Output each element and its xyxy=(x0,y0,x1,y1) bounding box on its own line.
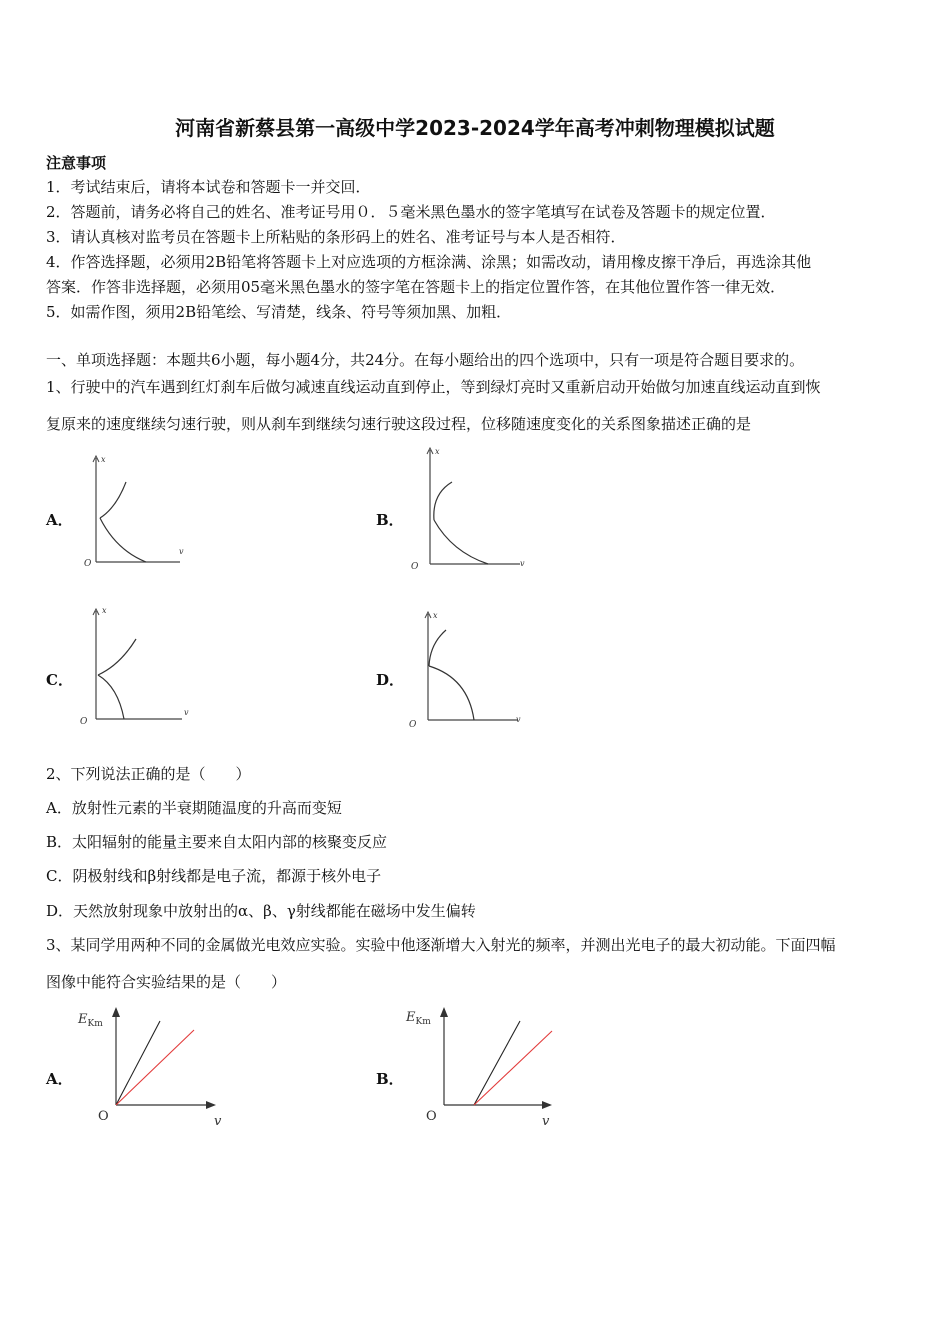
origin-label: O xyxy=(84,559,92,569)
y-axis-label: x xyxy=(433,611,438,620)
page-title: 河南省新蔡县第一高级中学2023-2024学年高考冲刺物理模拟试题 xyxy=(175,116,775,140)
y-axis-label: x xyxy=(102,606,107,615)
line-metal2 xyxy=(116,1030,194,1105)
notice-item: 2．答题前，请务必将自己的姓名、准考证号用０．５毫米黑色墨水的签字笔填写在试卷及答题卡的规定位置． xyxy=(46,203,776,221)
y-axis-label: x xyxy=(435,447,440,456)
q1-graph-c xyxy=(78,603,198,728)
line-metal1 xyxy=(474,1021,520,1105)
origin-label: O xyxy=(411,562,419,572)
q2-stem: 2、下列说法正确的是（ ） xyxy=(46,765,251,783)
line-metal1 xyxy=(116,1021,160,1105)
q3-graph-a xyxy=(76,1005,236,1135)
notice-item: 4．作答选择题，必须用2B铅笔将答题卡上对应选项的方框涂满、涂黑；如需改动，请用橡皮擦干净后，再选涂其他 xyxy=(46,253,812,271)
q3-option-a-label: A． xyxy=(46,1070,73,1088)
curve-accelerating xyxy=(100,482,126,518)
origin-label: O xyxy=(409,720,417,730)
section-heading: 一、单项选择题：本题共6小题，每小题4分，共24分。在每小题给出的四个选项中，只有一项是符合题目要求的。 xyxy=(46,351,805,369)
q1-option-d-label: D． xyxy=(376,671,405,689)
x-axis-label: v xyxy=(542,1114,550,1129)
q1-option-b-label: B． xyxy=(376,511,404,529)
curve-braking xyxy=(98,675,124,719)
q1-graph-b xyxy=(408,444,533,574)
y-axis-arrow-icon xyxy=(112,1007,120,1017)
curve-braking xyxy=(100,518,146,562)
q1-option-a-label: A． xyxy=(46,511,73,529)
y-axis-label: $E_{Km}$ xyxy=(78,1012,103,1029)
x-axis-label: v xyxy=(214,1114,222,1129)
q2-option-a: A．放射性元素的半衰期随温度的升高而变短 xyxy=(46,799,342,817)
curve-braking xyxy=(434,520,488,564)
line-metal2 xyxy=(474,1031,552,1105)
origin-label: O xyxy=(80,717,88,727)
origin-label: O xyxy=(98,1109,109,1124)
x-axis-label: v xyxy=(184,708,189,717)
curve-braking xyxy=(429,666,474,720)
q1-stem-line1: 1、行驶中的汽车遇到红灯刹车后做匀减速直线运动直到停止，等到绿灯亮时又重新启动开始做匀加速直线运动直到恢 xyxy=(46,378,821,396)
notice-heading: 注意事项 xyxy=(46,154,107,172)
x-axis-label: v xyxy=(520,559,525,568)
q3-graph-b xyxy=(404,1003,564,1133)
q3-option-b-label: B． xyxy=(376,1070,404,1088)
x-axis-label: v xyxy=(516,715,521,724)
y-axis-label: x xyxy=(101,455,106,464)
origin-label: O xyxy=(426,1109,437,1124)
q1-graph-a xyxy=(80,450,190,570)
q3-stem-line2: 图像中能符合实验结果的是（ ） xyxy=(46,973,287,991)
q1-stem-line2: 复原来的速度继续匀速行驶，则从刹车到继续匀速行驶这段过程，位移随速度变化的关系图象描述正确的是 xyxy=(46,415,752,433)
notice-item: 答案．作答非选择题，必须用05毫米黑色墨水的签字笔在答题卡上的指定位置作答，在其他位置作答一律无效． xyxy=(46,278,786,296)
q1-graph-d xyxy=(406,608,531,733)
notice-item: 5．如需作图，须用2B铅笔绘、写清楚，线条、符号等须加黑、加粗． xyxy=(46,303,512,321)
y-axis-label: $E_{Km}$ xyxy=(406,1010,431,1027)
q2-option-b: B．太阳辐射的能量主要来自太阳内部的核聚变反应 xyxy=(46,833,388,851)
x-axis-arrow-icon xyxy=(206,1101,216,1109)
y-axis-arrow-icon xyxy=(440,1007,448,1017)
q2-option-c: C．阴极射线和β射线都是电子流，都源于核外电子 xyxy=(46,867,382,885)
notice-item: 1．考试结束后，请将本试卷和答题卡一并交回． xyxy=(46,178,371,196)
q1-option-c-label: C． xyxy=(46,671,73,689)
q3-stem-line1: 3、某同学用两种不同的金属做光电效应实验。实验中他逐渐增大入射光的频率，并测出光电子的最大初动能。下面四幅 xyxy=(46,936,836,954)
q2-option-d: D．天然放射现象中放射出的α、β、γ射线都能在磁场中发生偏转 xyxy=(46,902,476,920)
notice-item: 3．请认真核对监考员在答题卡上所粘贴的条形码上的姓名、准考证号与本人是否相符． xyxy=(46,228,626,246)
curve-accelerating xyxy=(429,630,446,666)
curve-accelerating xyxy=(434,482,452,520)
curve-accelerating xyxy=(98,639,136,675)
x-axis-label: v xyxy=(179,547,184,556)
x-axis-arrow-icon xyxy=(542,1101,552,1109)
